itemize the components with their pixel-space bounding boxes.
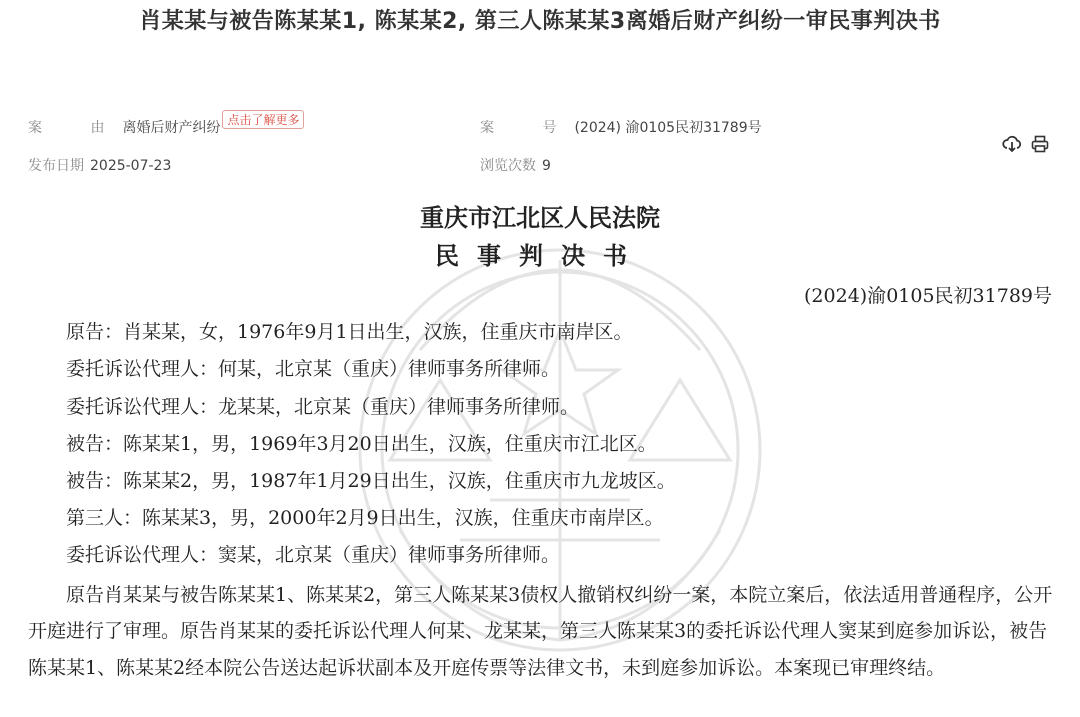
judgment-case-number: (2024)渝0105民初31789号	[804, 285, 1052, 307]
party-plaintiff-agent-1: 委托诉讼代理人：何某，北京某（重庆）律师事务所律师。	[66, 358, 561, 380]
meta-views	[480, 155, 551, 175]
views-value: 9	[542, 158, 551, 174]
party-third-party-agent: 委托诉讼代理人：窦某，北京某（重庆）律师事务所律师。	[66, 544, 561, 566]
toolbar	[1002, 134, 1050, 154]
views-label: 浏览次数	[480, 158, 536, 174]
judgment-body-paragraph: 原告肖某某与被告陈某某1、陈某某2，第三人陈某某3债权人撤销权纠纷一案，本院立案后，依法适用普通程序，公开开庭进行了审理。原告肖某某的委托诉讼代理人何某、龙某某，第三人陈某某3的委托诉讼代理人窦某到庭参加诉讼，被告陈某某1、陈某某2经本院公告送达起诉状副本及开庭传票等法律文书，未到庭参加诉讼。本案现已审理终结。	[28, 584, 1053, 679]
publish-date-value: 2025-07-23	[90, 158, 172, 174]
learn-more-tag[interactable]: 点击了解更多	[222, 110, 304, 129]
download-icon[interactable]	[1002, 134, 1022, 154]
cause-label: 案 由	[28, 120, 127, 136]
cause-value: 离婚后财产纠纷	[122, 120, 221, 136]
party-defendant-1: 被告：陈某某1，男，1969年3月20日出生，汉族，住重庆市江北区。	[66, 433, 657, 455]
print-icon[interactable]	[1030, 134, 1050, 154]
document-title: 肖某某与被告陈某某1, 陈某某2, 第三人陈某某3离婚后财产纠纷一审民事判决书	[139, 9, 941, 34]
meta-cause	[28, 113, 304, 137]
party-third-party: 第三人：陈某某3，男，2000年2月9日出生，汉族，住重庆市南岸区。	[66, 507, 664, 529]
case-no-value: (2024) 渝0105民初31789号	[574, 120, 762, 136]
party-plaintiff: 原告：肖某某，女，1976年9月1日出生，汉族，住重庆市南岸区。	[66, 321, 633, 343]
party-plaintiff-agent-2: 委托诉讼代理人：龙某某，北京某（重庆）律师事务所律师。	[66, 396, 580, 418]
meta-case-no	[480, 117, 762, 137]
publish-date-label: 发布日期	[28, 158, 84, 174]
party-defendant-2: 被告：陈某某2，男，1987年1月29日出生，汉族，住重庆市九龙坡区。	[66, 470, 676, 492]
court-name: 重庆市江北区人民法院	[420, 203, 660, 232]
case-no-label: 案 号	[480, 120, 579, 136]
document-type: 民事判决书	[435, 241, 645, 270]
meta-publish-date	[28, 155, 171, 175]
